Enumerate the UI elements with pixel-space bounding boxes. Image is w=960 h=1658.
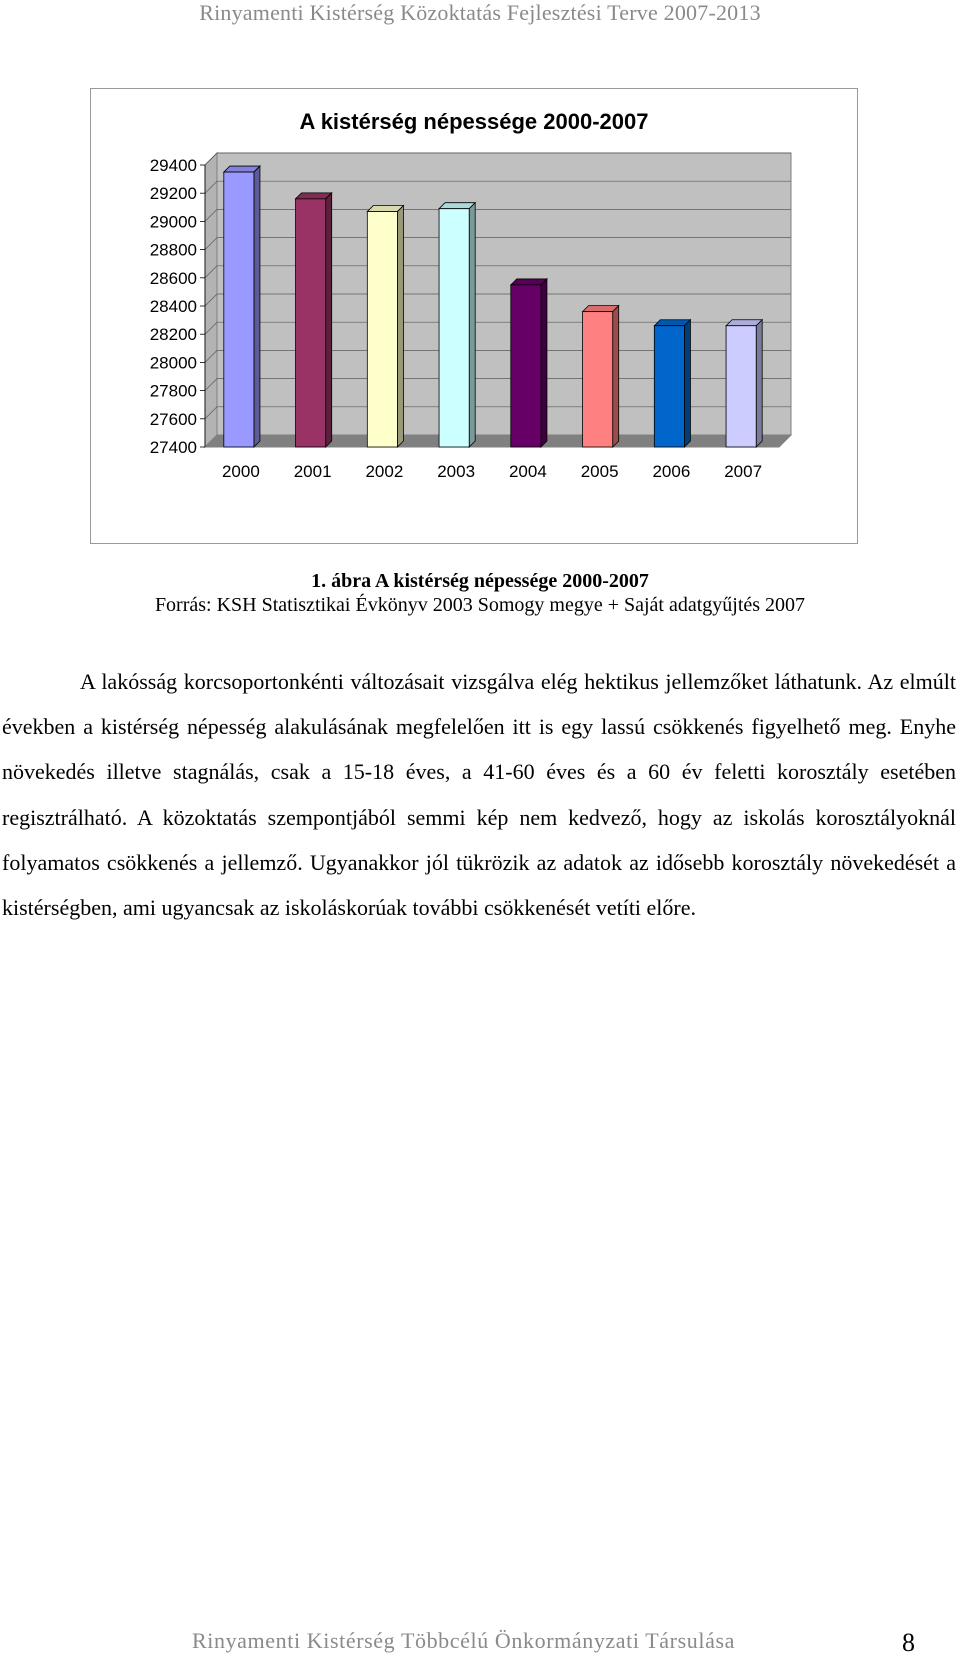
x-tick-label: 2005 bbox=[580, 462, 619, 481]
x-tick-label: 2006 bbox=[652, 462, 691, 481]
bar-side bbox=[326, 193, 332, 447]
y-tick-label: 27400 bbox=[149, 438, 197, 457]
running-header: Rinyamenti Kistérség Közoktatás Fejlesztési Terve 2007-2013 bbox=[199, 0, 761, 25]
y-tick-label: 27600 bbox=[149, 409, 197, 429]
population-chart bbox=[90, 88, 858, 544]
bar-chart-svg bbox=[91, 89, 857, 543]
bar-side bbox=[469, 203, 475, 447]
bar bbox=[296, 199, 326, 447]
y-tick-label: 28200 bbox=[149, 325, 197, 345]
y-tick-label: 28000 bbox=[149, 353, 197, 373]
x-tick-label: 2002 bbox=[365, 462, 404, 481]
x-tick-label: 2001 bbox=[293, 462, 332, 481]
y-tick-label: 27800 bbox=[149, 381, 197, 401]
y-tick-label: 28800 bbox=[149, 240, 197, 260]
x-tick-label: 2003 bbox=[437, 462, 476, 481]
bar-side bbox=[541, 279, 547, 447]
bar-side bbox=[613, 306, 619, 447]
x-tick-label: 2000 bbox=[221, 462, 260, 481]
x-tick-label: 2007 bbox=[724, 462, 763, 481]
plot-floor bbox=[205, 435, 791, 447]
footer-org: Rinyamenti Kistérség Többcélú Önkormányzati Társulása bbox=[192, 1628, 735, 1653]
chart-title: A kistérség népessége 2000-2007 bbox=[299, 109, 649, 134]
bar bbox=[367, 212, 397, 447]
figure-source: Forrás: KSH Statisztikai Évkönyv 2003 Somogy megye + Saját adatgyűjtés 2007 bbox=[154, 594, 806, 616]
bar-side bbox=[397, 206, 403, 447]
bar bbox=[511, 285, 541, 447]
bar-side bbox=[254, 166, 260, 447]
y-tick-label: 29000 bbox=[149, 212, 197, 232]
bar bbox=[654, 326, 684, 447]
body-paragraph: A lakósság korcsoportonkénti változásait vizsgálva elég hektikus jellemzőket láthatunk. Az elmúlt években a kistérség népesség alakulásának megfelelően itt is egy lassú csökkenés figyelhető meg. Enyhe növekedés illetve stagnálás, csak a 15-18 éves, a 41-60 éves és a 60 év feletti korosztály esetében regisztrálható. A közoktatás szempontjából semmi kép nem kedvező, hogy az iskolás korosztályoknál folyamatos csökkenés a jellemző. Ugyanakkor jól tükrözik az adatok az idősebb korosztály növekedését a kistérségben, ami ugyancsak az iskoláskorúak további csökkenését vetíti előre. bbox=[2, 669, 956, 921]
x-tick-label: 2004 bbox=[508, 462, 547, 481]
y-tick-label: 28400 bbox=[149, 297, 197, 316]
bar bbox=[726, 326, 756, 447]
y-tick-label: 28600 bbox=[149, 268, 197, 288]
y-tick-label: 29400 bbox=[149, 156, 197, 175]
bar bbox=[439, 209, 469, 447]
page-number: 8 bbox=[902, 1628, 915, 1657]
bar bbox=[583, 312, 613, 447]
y-tick-label: 29200 bbox=[149, 184, 197, 204]
bar-side bbox=[684, 320, 690, 447]
figure-caption: 1. ábra A kistérség népessége 2000-2007 bbox=[311, 570, 649, 592]
bar-side bbox=[756, 320, 762, 447]
bar bbox=[224, 172, 254, 447]
